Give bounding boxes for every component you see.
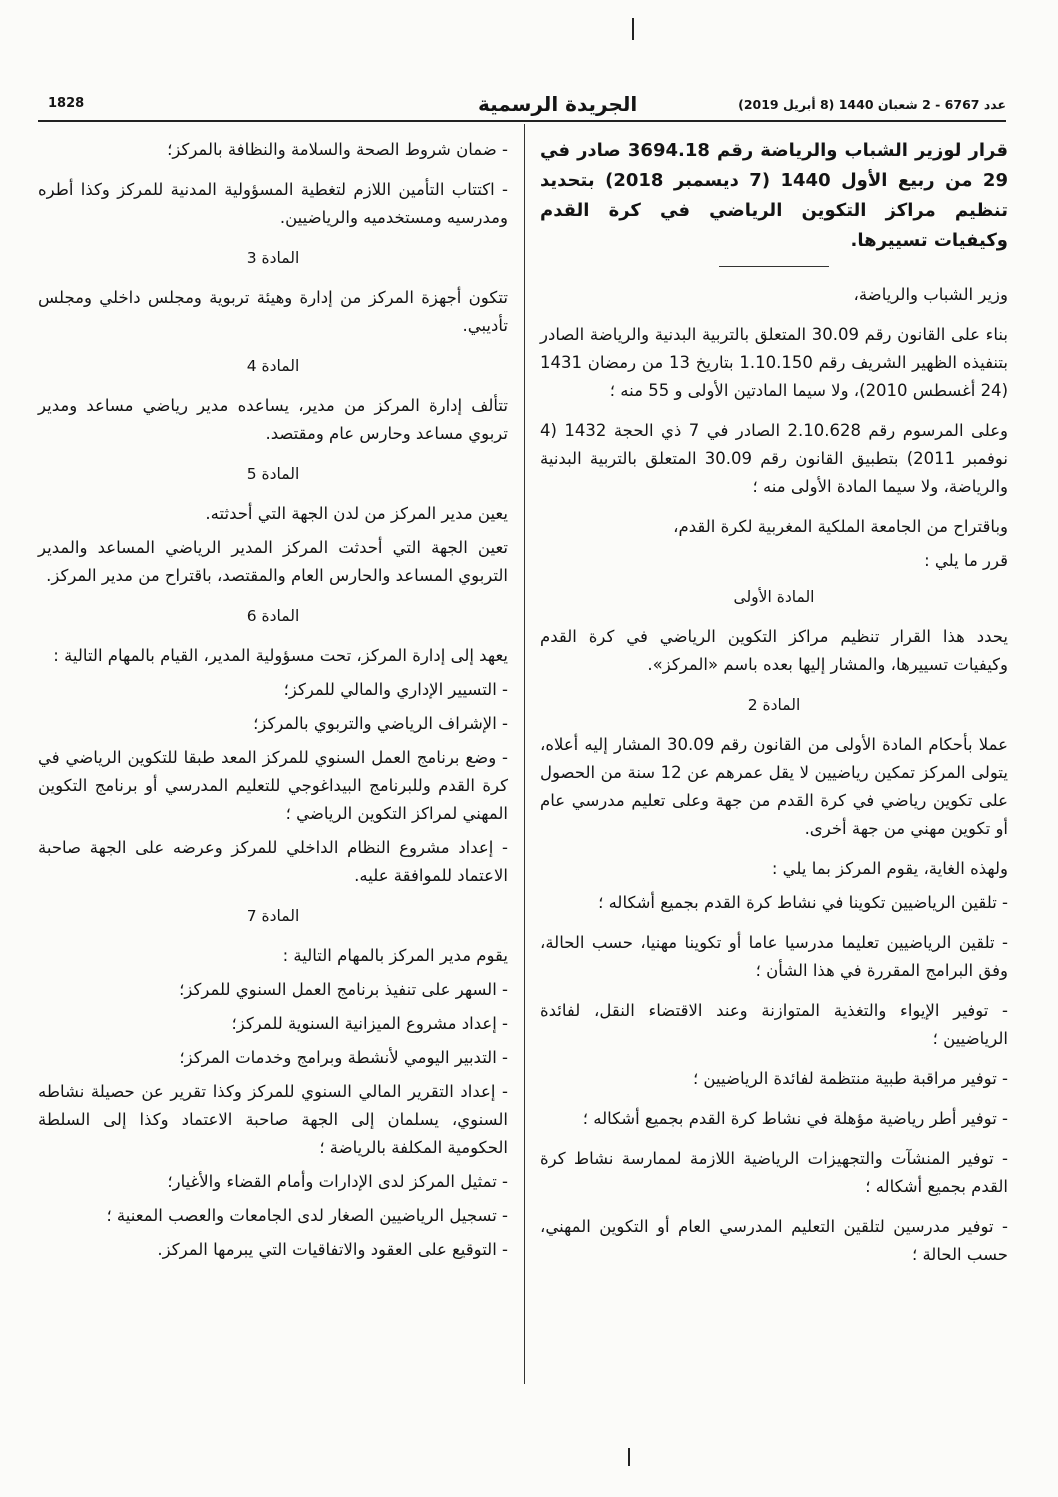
list-item: - اكتتاب التأمين اللازم لتغطية المسؤولية المدنية للمركز وكذا أطره ومدرسيه ومستخدميه والرياضيين. [38, 180, 508, 227]
article-1-heading: المادة الأولى [733, 588, 815, 606]
list-item: - إعداد مشروع النظام الداخلي للمركز وعرضه على الجهة صاحبة الاعتماد للموافقة عليه. [38, 838, 508, 885]
page-header [38, 92, 1006, 118]
article-4-text: تتألف إدارة المركز من مدير، يساعده مدير رياضي مساعد ومدير تربوي مساعد وحارس عام ومقتصد. [38, 396, 508, 443]
right-column [540, 136, 1008, 1281]
list-item: - توفير مدرسين لتلقين التعليم المدرسي العام أو التكوين المهني، حسب الحالة ؛ [540, 1217, 1008, 1264]
list-item: - توفير المنشآت والتجهيزات الرياضية اللازمة لممارسة نشاط كرة القدم بجميع أشكاله ؛ [540, 1149, 1008, 1196]
article-3-heading: المادة 3 [246, 249, 300, 267]
list-item: - التسيير الإداري والمالي للمركز؛ [283, 680, 508, 699]
decides-line: قرر ما يلي : [924, 551, 1008, 570]
article-2-heading: المادة 2 [747, 696, 801, 714]
list-item: - ضمان شروط الصحة والسلامة والنظافة بالمركز؛ [167, 140, 508, 159]
list-item: - الإشراف الرياضي والتربوي بالمركز؛ [253, 714, 508, 733]
recital-1: بناء على القانون رقم 30.09 المتعلق بالتربية البدنية والرياضة الصادر بتنفيذه الظهير الشريف رقم 1.10.150 بتاريخ 13 من رمضان 1431 (24 أغسطس 2010)، ولا سيما المادتين الأولى و 55 منه ؛ [540, 325, 1008, 400]
scan-mark-top [632, 18, 634, 40]
article-3-text: تتكون أجهزة المركز من إدارة وهيئة تربوية ومجلس داخلي ومجلس تأديبي. [38, 288, 508, 335]
recital-3: وباقتراح من الجامعة الملكية المغربية لكرة القدم، [673, 517, 1008, 536]
list-item: - وضع برنامج العمل السنوي للمركز المعد طبقا للتكوين الرياضي في كرة القدم وللبرنامج البيداغوجي للتعليم المدرسي أو برنامج التكوين المهني لمراكز التكوين الرياضي ؛ [38, 748, 508, 823]
scan-mark-bottom [628, 1448, 630, 1466]
article-2-text: عملا بأحكام المادة الأولى من القانون رقم 30.09 المشار إليه أعلاه، يتولى المركز تمكين رياضيين لا يقل عمرهم عن 12 سنة من الحصول على تكوين رياضي في كرة القدم من جهة وعلى تعليم مدرسي عام أو تكوين مهني من جهة أخرى. [540, 735, 1008, 838]
list-item: - توفير أطر رياضية مؤهلة في نشاط كرة القدم بجميع أشكاله ؛ [582, 1109, 1008, 1128]
article-1-text: يحدد هذا القرار تنظيم مراكز التكوين الرياضي في كرة القدم وكيفيات تسييرها، والمشار إليها بعده باسم «المركز». [540, 627, 1008, 674]
article-5-text-1: يعين مدير المركز من لدن الجهة التي أحدثته. [205, 504, 508, 523]
decree-title: قرار لوزير الشباب والرياضة رقم 3694.18 صادر في 29 من ربيع الأول 1440 (7 ديسمبر 2018) بتحديد تنظيم مراكز التكوين الرياضي في كرة القدم وكيفيات تسييرها. [540, 140, 1008, 251]
journal-title: الجريدة الرسمية [478, 92, 638, 116]
minister-line: وزير الشباب والرياضة، [853, 285, 1008, 304]
column-divider [524, 124, 525, 1384]
list-item: - التدبير اليومي لأنشطة وبرامج وخدمات المركز؛ [179, 1048, 508, 1067]
list-item: - إعداد التقرير المالي السنوي للمركز وكذا تقرير عن حصيلة نشاطه السنوي، يسلمان إلى الجهة صاحبة الاعتماد وكذا إلى السلطة الحكومية المكلفة بالرياضة ؛ [38, 1082, 508, 1157]
article-4-heading: المادة 4 [246, 357, 300, 375]
left-column [38, 136, 508, 1270]
recital-2: وعلى المرسوم رقم 2.10.628 الصادر في 7 ذي الحجة 1432 (4 نوفمبر 2011) بتطبيق القانون رقم 30.09 المتعلق بالتربية البدنية والرياضة، ولا سيما المادة الأولى منه ؛ [540, 421, 1009, 496]
article-7-heading: المادة 7 [246, 907, 300, 925]
article-5-heading: المادة 5 [246, 465, 300, 483]
list-item: - توفير مراقبة طبية منتظمة لفائدة الرياضيين ؛ [692, 1069, 1008, 1088]
list-item: - تسجيل الرياضيين الصغار لدى الجامعات والعصب المعنية ؛ [106, 1206, 508, 1225]
list-item: - تلقين الرياضيين تكوينا في نشاط كرة القدم بجميع أشكاله ؛ [598, 893, 1008, 912]
issue-info: عدد 6767 - 2 شعبان 1440 (8 أبريل 2019) [738, 97, 1006, 112]
list-item: - إعداد مشروع الميزانية السنوية للمركز؛ [231, 1014, 508, 1033]
article-7-intro: يقوم مدير المركز بالمهام التالية : [282, 946, 508, 965]
list-item: - التوقيع على العقود والاتفاقيات التي يبرمها المركز. [157, 1240, 508, 1259]
list-item: - توفير الإيواء والتغذية المتوازنة وعند الاقتضاء النقل، لفائدة الرياضيين ؛ [540, 1001, 1008, 1048]
article-6-intro: يعهد إلى إدارة المركز، تحت مسؤولية المدير، القيام بالمهام التالية : [53, 646, 508, 665]
article-5-text-2: تعين الجهة التي أحدثت المركز المدير الرياضي المساعد والمدير التربوي المساعد والحارس العام والمقتصد، باقتراح من مدير المركز. [38, 538, 508, 585]
page-number: 1828 [48, 96, 85, 111]
article-6-heading: المادة 6 [246, 607, 300, 625]
list-item: - السهر على تنفيذ برنامج العمل السنوي للمركز؛ [179, 980, 508, 999]
list-item: - تمثيل المركز لدى الإدارات وأمام القضاء والأغيار؛ [167, 1172, 508, 1191]
title-rule [719, 266, 829, 267]
header-rule [38, 120, 1006, 122]
article-2-intro: ولهذه الغاية، يقوم المركز بما يلي : [771, 859, 1008, 878]
list-item: - تلقين الرياضيين تعليما مدرسيا عاما أو تكوينا مهنيا، حسب الحالة، وفق البرامج المقررة في هذا الشأن ؛ [540, 933, 1008, 980]
